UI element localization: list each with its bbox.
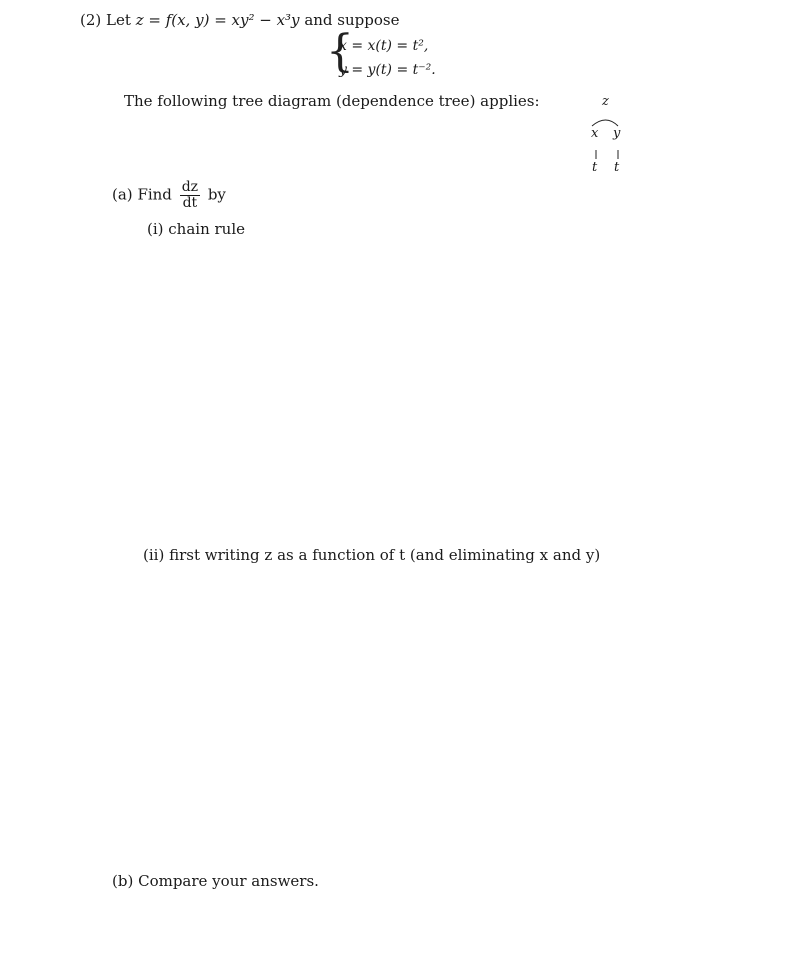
- by-word: by: [207, 185, 226, 204]
- tree-leaf-t-left: t: [592, 160, 598, 175]
- part-b-text: Compare your answers.: [138, 872, 319, 890]
- left-brace: {: [326, 26, 354, 77]
- tree-leaf-t-right: t: [614, 160, 620, 175]
- fraction-numerator: dz: [181, 179, 199, 195]
- dependence-tree: [580, 92, 632, 178]
- intro-tail: and suppose: [304, 11, 400, 29]
- part-a-heading: [112, 180, 226, 211]
- fraction-denominator: dt: [182, 195, 198, 211]
- tree-node-x: x: [591, 126, 599, 141]
- equation-y: y = y(t) = t⁻².: [339, 62, 436, 78]
- problem-number: (2): [80, 11, 102, 29]
- tree-root-z: z: [602, 94, 609, 109]
- part-a-label: (a): [112, 185, 133, 204]
- tree-sentence: The following tree diagram (dependence tree) applies:: [124, 92, 540, 110]
- part-a-subpart-i: (i) chain rule: [147, 220, 246, 238]
- part-b: [112, 872, 319, 890]
- tree-edges: [580, 92, 632, 178]
- equation-x: x = x(t) = t²,: [339, 38, 429, 54]
- find-word: Find: [137, 185, 172, 204]
- part-b-label: (b): [112, 872, 134, 890]
- tree-node-y: y: [613, 126, 621, 141]
- intro-lead: Let: [106, 11, 131, 29]
- derivative-fraction: [180, 180, 200, 211]
- function-definition: z = f(x, y) = xy² − x³y: [135, 11, 300, 29]
- part-a-subpart-ii: (ii) first writing z as a function of t (and eliminating x and y): [143, 546, 601, 564]
